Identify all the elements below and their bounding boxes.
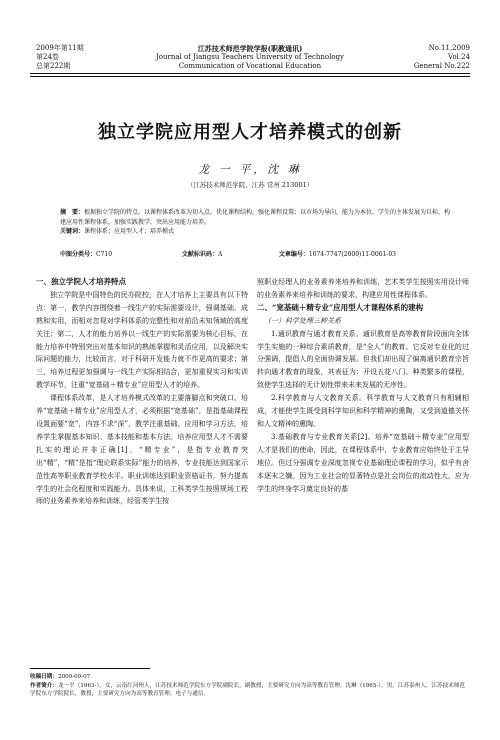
abstract-line [60,208,455,227]
paragraph: 课程体系改革，是人才培养模式改革的主要落脚点和突破口。培养“宽基础＋精专业”应用型人才，必须根据“宽基础”，是指基础课程设置面要“宽”，内容不求“深”，教学注重基础、应用和学习方法，培养学生掌握基本知识、基本技能和基本方法。培养应用型人才不需要扎实的理论并非正确[1]，“精专业”，是指专业教育突出“精”，“精”是指“理论联系实际”能力的培养，专业技能达到国家示范性高等职业教育学校水平。职业训练达到职业资格证书，努力提高学生的社会化程度和实践能力。具体来说，工科类学生按照规场工程师的业务素养来培养和训练，经管类学生按 [36,394,248,506]
received-value: 2009-09-07 [57,674,91,680]
journal-name-cn: 江苏技术师范学院学报(职教通讯) [197,44,303,53]
paragraph: 3.基础教育与专业教育关系[2]。培养“宽基础＋精专业”应用型人才是我们的使命，因此，在课程体系中，专业教育应始终处于主导地位。但过分强调专业深度忽视专业基础理论课程的学习，似乎有舍本逐末之嫌。因为工业社会的显著特点是社会岗位的流动性大，应为学生的终身学习奠定良好的基 [257,432,469,493]
paper-title: 独立学院应用型人才培养模式的创新 [98,122,402,143]
authors: 龙 一 平，沈 琳 [198,163,302,176]
footnote [30,673,470,699]
journal-subtitle-en: Communication of Vocational Education [178,62,322,70]
volume-number-en: Vol.24 [448,53,470,61]
footnote-rule [30,668,150,669]
header-rule [30,73,470,74]
classification-line [60,249,455,258]
doc-code-value: A [217,251,223,258]
issue-number: 2009年第11期 [36,44,84,52]
volume-number: 第24卷 [36,53,59,61]
received-date [30,673,470,682]
subsection-heading: （一）科学处理三种关系 [264,316,341,325]
right-column [257,276,469,495]
journal-name-en: Journal of Jiangsu Teachers University of Technology [155,53,344,61]
issue-number-en: No.11,2009 [428,44,470,52]
general-number-en: General No.222 [413,62,470,70]
keywords-label: 关键词： [60,228,85,235]
received-label: 收稿日期： [30,674,58,680]
general-number: 总第222期 [36,62,71,70]
left-column [36,276,248,508]
abstract-label: 摘 要： [60,209,85,216]
article-id-label: 文章编号： [278,251,309,258]
paragraph: 独立学院是中国特色的民办院校，在人才培养上主要具有以下特点：第一，教学内容围绕着一线生产的实际需要设计，强调基础、成熟和实用，而相对忽视对学科体系的完整性和对前沿未知领域的高度关注；第二，人才的能力培养以一线生产的实际需要为核心目标，在能力培养中特别突出对基本知识的熟练掌握和灵活应用，以及解决实际问题的能力，比较而言，对于科研开发能力就不作更高的要求；第三，培养过程更加强调与一线生产实际相结合，更加重视实习和实训教学环节，注重“宽基础＋精专业”应用型人才的培养。 [36,290,248,390]
bio-label: 作者简介： [30,682,58,689]
keywords-text: 课程体系；应用型人才；培养模式 [84,228,175,235]
issue-info-en [414,44,470,71]
section-heading-1: 一、独立学院人才培养特点 [36,277,126,286]
paragraph: 照职业经理人的业务素养来培养和训练，艺术类学生按照实用设计师的业务素养来培养和训练的要求，构建应用性课程体系。 [257,278,469,299]
clc-value: C710 [96,251,113,258]
article-id-value: 1674-7747(2009)11-0061-03 [308,251,396,258]
abstract [60,208,455,237]
abstract-text: 根据独立学院的特点，以课程体系改革为切入点，优化课程结构，强化课程设置；以市场为导向，能力为本位，学生的主体发展为目标，构建应用性课程体系，加强实践教学，突出应用能力培养。 [60,209,451,226]
header-rule-thin [30,76,470,77]
paragraph: 1.通识教育与通才教育关系。通识教育是高等教育阶段面向全体学生实施的一种综合素质教育，是“全人”的教育。它反对专业化的过分强调，提倡人的全面协调发展。但我们却出现了偏离通识教育宗旨转向通才教育的现象，其表征为：开设五花八门、种类繁多的课程，致使学生选择的无计划性带来未来发展的无序性。 [257,329,469,390]
bio-text: 龙一平（1963-），女，云南红河州人，江苏技术师范学院东方学院副院长，副教授，主要研究方向为高等教育管理。沈琳（1965-），男，江苏泰州人，江苏技术师范学院东方学院院长，教授，主要研究方向为高等教育管理、电子与通信。 [30,682,466,697]
keywords-line [60,227,455,237]
affiliation: （江苏技术师范学院，江苏 常州 213001） [186,181,314,189]
author-bio [30,682,470,699]
clc-label: 中图分类号： [60,251,97,258]
section-heading-2: 二、“宽基础＋精专业”应用型人才课程体系的建构 [257,302,424,312]
doc-code-label: 文献标识码： [181,251,218,258]
paragraph: 2.科学教育与人文教育关系。科学教育与人文教育只有相辅相成，才能使学生既受到科学知识和科学精神的熏陶，又受到道德关怀和人文精神的熏陶。 [257,394,469,428]
